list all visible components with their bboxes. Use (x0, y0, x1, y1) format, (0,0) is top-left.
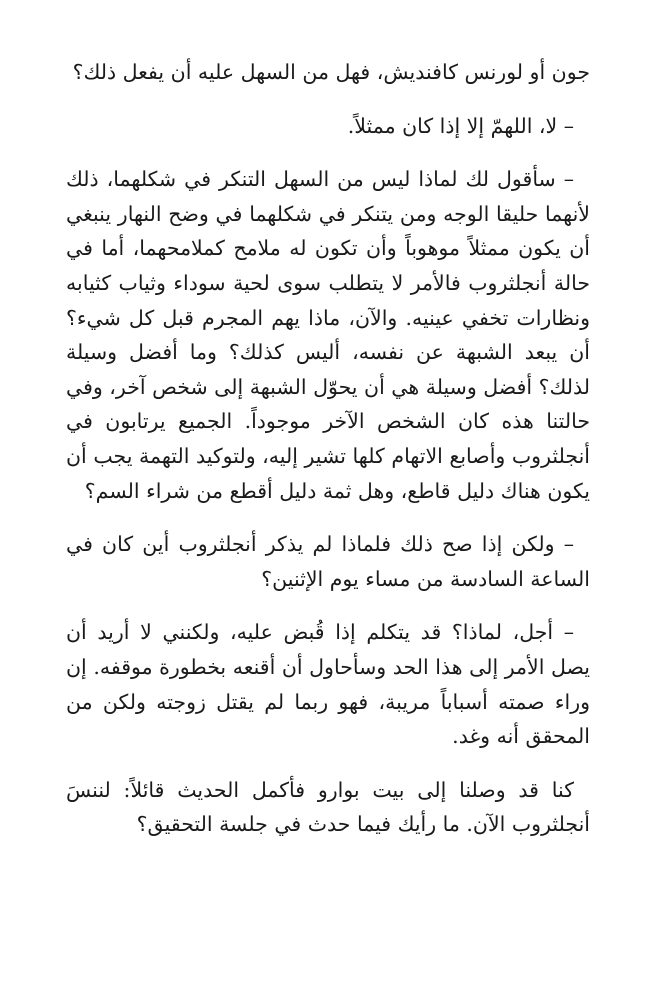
paragraph-5: – أجل، لماذا؟ قد يتكلم إذا قُبض عليه، ولكنني لا أريد أن يصل الأمر إلى هذا الحد وسأحاول أن أقنعه بخطورة موقفه. إن وراء صمته أسباباً مريبة، فهو ربما لم يقتل زوجته ولكن من المحقق أنه وغد. (66, 620, 590, 749)
paragraph-2: – لا، اللهمّ إلا إذا كان ممثلاً. (347, 113, 574, 138)
book-page (66, 55, 590, 861)
paragraph-6: كنا قد وصلنا إلى بيت بوارو فأكمل الحديث قائلاً: لننسَ أنجلثروب الآن. ما رأيك فيما حدث في جلسة التحقيق؟ (66, 777, 590, 837)
paragraph-4: – ولكن إذا صح ذلك فلماذا لم يذكر أنجلثروب أين كان في الساعة السادسة من مساء يوم الإثنين؟ (66, 532, 590, 591)
paragraph-3: – سأقول لك لماذا ليس من السهل التنكر في شكلهما، ذلك لأنهما حليقا الوجه ومن يتنكر في شكلهما في وضح النهار ينبغي أن يكون ممثلاً موهوباً وأن تكون له ملامح كملامحهما، أما في حالة أنجلثروب فالأمر لا يتطلب سوى لحية سوداء وثياب كثيابه ونظارات تخفي عينيه. والآن، ماذا يهم المجرم قبل كل شيء؟ أن يبعد الشبهة عن نفسه، أليس كذلك؟ وما أفضل وسيلة لذلك؟ أفضل وسيلة هي أن يحوّل الشبهة إلى شخص آخر، وفي حالتنا هذه كان الشخص الآخر موجوداً. الجميع يرتابون في أنجلثروب وأصابع الاتهام كلها تشير إليه، ولتوكيد التهمة يجب أن يكون هناك دليل قاطع، وهل ثمة دليل أقطع من شراء السم؟ (66, 167, 590, 503)
paragraph-1: جون أو لورنس كافنديش، فهل من السهل عليه أن يفعل ذلك؟ (72, 60, 590, 84)
